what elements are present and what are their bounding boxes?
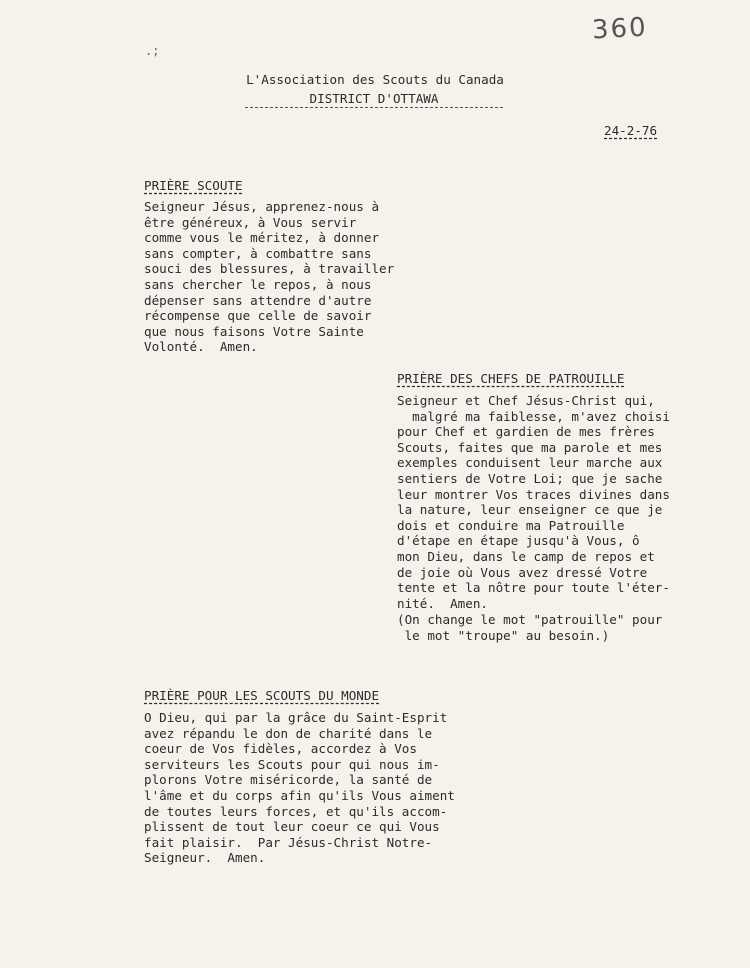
header-district: DISTRICT D'OTTAWA (245, 91, 503, 108)
text-line: exemples conduisent leur marche aux (397, 455, 663, 471)
text-line: nité. Amen. (397, 595, 488, 611)
text-line: souci des blessures, à travailler (144, 261, 395, 277)
section-title-priere-scoute: PRIÈRE SCOUTE (144, 178, 243, 193)
text-line: Volonté. Amen. (144, 339, 258, 355)
text-line: fait plaisir. Par Jésus-Christ Notre- (144, 834, 433, 850)
text-line: sans compter, à combattre sans (144, 245, 372, 261)
text-line: que nous faisons Votre Sainte (144, 323, 364, 339)
text-line: Seigneur et Chef Jésus-Christ qui, (397, 393, 655, 408)
text-line: O Dieu, qui par la grâce du Saint-Esprit (144, 710, 448, 725)
text-line: Seigneur. Amen. (144, 850, 266, 866)
text-line: pour Chef et gardien de mes frères (397, 424, 655, 440)
text-line: dépenser sans attendre d'autre (144, 292, 372, 308)
text-line: Scouts, faites que ma parole et mes (397, 439, 663, 455)
document-date: 24-2-76 (604, 123, 658, 138)
note-line: (On change le mot "patrouille" pour (397, 612, 663, 627)
text-line: l'âme et du corps afin qu'ils Vous aiment (144, 787, 455, 803)
note-line: le mot "troupe" au besoin.) (397, 627, 610, 643)
corner-mark: .; (145, 44, 160, 58)
text-line: coeur de Vos fidèles, accordez à Vos (144, 741, 417, 757)
text-line: malgré ma faiblesse, m'avez choisi (397, 408, 670, 424)
text-line: de joie où Vous avez dressé Votre (397, 564, 648, 580)
text-line: serviteurs les Scouts pour qui nous im- (144, 756, 440, 772)
header-district-wrap (245, 88, 503, 108)
text-line: plissent de tout leur coeur ce qui Vous (144, 819, 440, 835)
text-line: plorons Votre miséricorde, la santé de (144, 772, 433, 788)
text-line: Seigneur Jésus, apprenez-nous à (144, 199, 380, 214)
text-line: être généreux, à Vous servir (144, 214, 357, 230)
handwritten-page-number: 360 (591, 12, 649, 46)
text-line: comme vous le méritez, à donner (144, 230, 380, 246)
text-line: mon Dieu, dans le camp de repos et (397, 548, 655, 564)
text-line: de toutes leurs forces, et qu'ils accom- (144, 803, 448, 819)
text-line: sentiers de Votre Loi; que je sache (397, 470, 663, 486)
section-body-priere-scoute (144, 199, 394, 355)
text-line: la nature, leur enseigner ce que je (397, 502, 663, 518)
section-note-priere-chefs (397, 612, 662, 643)
text-line: récompense que celle de savoir (144, 308, 372, 324)
section-title-priere-monde: PRIÈRE POUR LES SCOUTS DU MONDE (144, 688, 380, 703)
text-line: avez répandu le don de charité dans le (144, 725, 433, 741)
text-line: leur montrer Vos traces divines dans (397, 486, 670, 502)
text-line: sans chercher le repos, à nous (144, 276, 372, 292)
text-line: dois et conduire ma Patrouille (397, 517, 625, 533)
header-organization: L'Association des Scouts du Canada (246, 72, 504, 87)
section-body-priere-chefs (397, 393, 670, 611)
section-title-priere-chefs: PRIÈRE DES CHEFS DE PATROUILLE (397, 371, 625, 386)
text-line: tente et la nôtre pour toute l'éter- (397, 580, 670, 596)
text-line: d'étape en étape jusqu'à Vous, ô (397, 533, 640, 549)
section-body-priere-monde (144, 710, 455, 866)
